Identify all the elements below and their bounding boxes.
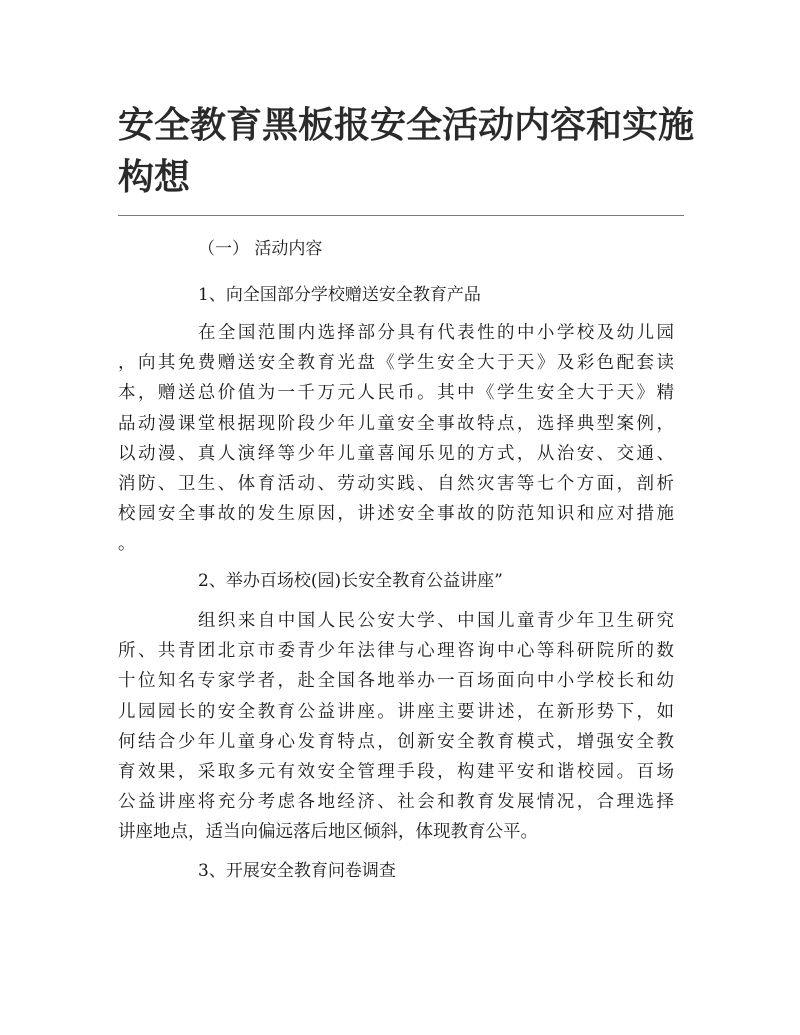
title-line-1: 安全教育黑板报安全活动内容和实施 (118, 105, 695, 146)
item-2-paragraph (118, 606, 674, 848)
paragraph-line: 品动漫课堂根据现阶段少年儿童安全事故特点，选择典型案例， (118, 413, 674, 434)
paragraph-line: 组织来自中国人民公安大学、中国儿童青少年卫生研究 (198, 611, 674, 631)
section-heading: （一） 活动内容 (198, 239, 323, 259)
title-line-2: 构想 (118, 157, 191, 198)
page-title (118, 100, 695, 204)
paragraph-line: 校园安全事故的发生原因，讲述安全事故的防范知识和应对措施 (118, 504, 674, 525)
item-3-heading: 3、开展安全教育问卷调查 (198, 861, 396, 881)
item-2-heading: 2、举办百场校(园)长安全教育公益讲座” (198, 571, 503, 591)
item-1-heading: 1、向全国部分学校赠送安全教育产品 (198, 285, 481, 305)
paragraph-line: 何结合少年儿童身心发育特点，创新安全教育模式，增强安全教 (118, 731, 674, 752)
paragraph-line: 讲座地点，适当向偏远落后地区倾斜，体现教育公平。 (118, 822, 538, 843)
item-1-paragraph (118, 318, 674, 560)
paragraph-line: 在全国范围内选择部分具有代表性的中小学校及幼儿园 (198, 323, 674, 343)
paragraph-line: ，向其免费赠送安全教育光盘《学生安全大于天》及彩色配套读 (118, 353, 674, 374)
title-divider (118, 215, 684, 216)
paragraph-line: 以动漫、真人演绎等少年儿童喜闻乐见的方式，从治安、交通、 (118, 443, 674, 464)
paragraph-line: 消防、卫生、体育活动、劳动实践、自然灾害等七个方面，剖析 (118, 474, 674, 495)
paragraph-line: 本，赠送总价值为一千万元人民币。其中《学生安全大于天》精 (118, 383, 674, 404)
paragraph-line: 儿园园长的安全教育公益讲座。讲座主要讲述，在新形势下，如 (118, 701, 674, 722)
paragraph-line: 十位知名专家学者，赴全国各地举办一百场面向中小学校长和幼 (118, 671, 674, 692)
paragraph-line: 育效果，采取多元有效安全管理手段，构建平安和谐校园。百场 (118, 762, 674, 783)
paragraph-line: 所、共青团北京市委青少年法律与心理咨询中心等科研院所的数 (118, 641, 674, 662)
paragraph-line: 。 (118, 534, 136, 555)
paragraph-line: 公益讲座将充分考虑各地经济、社会和教育发展情况，合理选择 (118, 792, 674, 813)
